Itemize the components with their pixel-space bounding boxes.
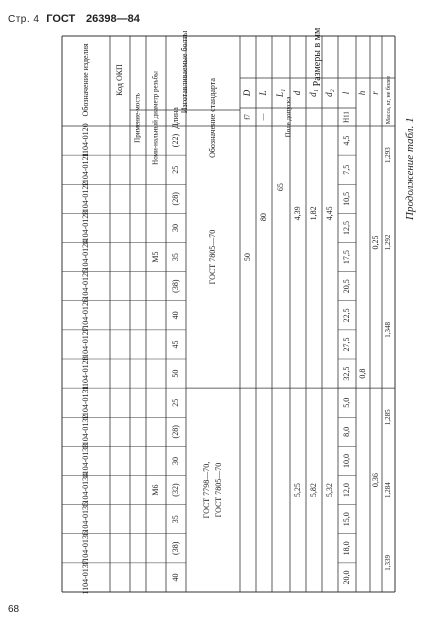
row-length: 35 [170, 253, 180, 262]
row-designation: 1104-0123 [80, 210, 90, 246]
row-length: 25 [170, 165, 180, 174]
row-designation: 1104-0127 [80, 327, 90, 362]
row-designation: 1104-0133 [80, 443, 90, 479]
row-l: 12,5 [341, 220, 351, 235]
header-d: d [292, 90, 303, 96]
header-bolts-group: Изготавливаемые болты [179, 30, 189, 114]
group2-standard-2: ГОСТ 7805—70 [213, 462, 223, 518]
header-dimensions-title: Размеры в мм [311, 27, 323, 87]
header-tolerance-field: Поле допуска [284, 96, 293, 138]
group1-mass: 1,292 [384, 234, 393, 251]
row-designation: 1104-0135 [80, 502, 90, 537]
group1-D: 50 [242, 253, 252, 262]
group1-mass: 1,293 [384, 147, 393, 163]
row-l: 15,0 [341, 512, 351, 527]
row-l: 10,0 [341, 453, 351, 468]
standard-number: 26398—84 [86, 13, 140, 25]
row-length: (28) [170, 425, 180, 439]
group2-mass: 1,284 [384, 482, 393, 498]
group2-mass: 1,339 [384, 555, 393, 571]
group1-standard: ГОСТ 7805—70 [207, 229, 217, 285]
row-length: (38) [170, 279, 180, 293]
row-l: 5,0 [341, 397, 351, 408]
row-l: 7,5 [341, 164, 351, 175]
row-l: 8,0 [341, 426, 351, 437]
header-thread-diameter: Номи-нальный диаметр резьбы [151, 71, 160, 165]
group2-d2: 5,32 [324, 483, 334, 498]
row-l: 12,0 [341, 483, 351, 498]
header-r: r [370, 91, 381, 95]
page-number: 68 [8, 604, 20, 615]
row-length: (38) [170, 541, 180, 555]
header-standard: Обозначение стандарта [207, 78, 217, 158]
header-d2: d₂ [324, 89, 335, 97]
header-designation: Обозначение изделия [80, 43, 90, 117]
row-l: 27,5 [341, 337, 351, 352]
group1-L: 80 [258, 213, 268, 222]
group1-d2: 4,45 [324, 206, 334, 221]
row-l: 17,5 [341, 250, 351, 265]
row-length: (32) [170, 483, 180, 497]
row-designation: 1104-0134 [80, 472, 90, 508]
page-label: Стр. 4 [8, 14, 40, 25]
header-L1: L₁ [275, 88, 286, 98]
row-length: 40 [170, 573, 180, 582]
header-mass: Масса, кг, не более [385, 75, 392, 125]
group1-d1: 1,82 [308, 206, 318, 221]
tolerance-L: — [259, 113, 268, 121]
header-okp: Код ОКП [114, 64, 124, 96]
header-L: L [258, 90, 269, 96]
row-length: 40 [170, 311, 180, 320]
row-length: 25 [170, 398, 180, 407]
row-length: 35 [170, 515, 180, 524]
row-designation: 1104-0122 [80, 181, 90, 216]
row-designation: 1104-0137 [80, 560, 90, 595]
row-l: 32,5 [341, 366, 351, 381]
group1-d: 4,39 [292, 206, 302, 221]
row-l: 22,5 [341, 308, 351, 323]
header-h: h [357, 90, 368, 96]
row-l: 4,5 [341, 135, 351, 146]
row-l: 20,5 [341, 279, 351, 294]
row-designation: 1104-0126 [80, 298, 90, 333]
row-designation: 1104-0132 [80, 414, 90, 449]
row-length: (22) [170, 133, 180, 148]
row-designation: 1104-0125 [80, 269, 90, 304]
row-length: (28) [170, 192, 180, 206]
header-d1: d₁ [308, 89, 319, 97]
group1-r: 0,25 [370, 235, 380, 250]
group2-mass: 1,285 [384, 409, 393, 426]
group2-d1: 5,82 [308, 483, 318, 498]
row-l: 18,0 [341, 541, 351, 556]
row-l: 10,5 [341, 191, 351, 206]
tolerance-D: f7 [243, 114, 252, 120]
header-length: Длина [170, 107, 180, 129]
standard-label: ГОСТ [46, 13, 76, 25]
group1-thread: М5 [150, 251, 160, 263]
row-l: 20,0 [341, 570, 351, 585]
group2-thread: М6 [150, 484, 160, 496]
header-D: D [242, 89, 253, 97]
group2-r: 0,36 [370, 473, 380, 488]
tolerance-l: H11 [342, 111, 351, 123]
row-length: 30 [170, 223, 180, 232]
row-designation: 1104-0131 [80, 385, 90, 420]
continuation-caption: Продолжение табл. 1 [404, 117, 416, 220]
row-designation: 1104-0136 [80, 531, 90, 566]
row-length: 45 [170, 340, 180, 349]
row-designation: 1104-0124 [80, 239, 90, 275]
row-designation: 1104-0128 [80, 356, 90, 391]
header-applicability: Применяе-мость [133, 93, 142, 143]
group1-h: 0,8 [357, 368, 367, 379]
row-designation: 1104-0120 [80, 123, 90, 158]
group2-d: 5,25 [292, 483, 302, 498]
group2-standard-1: ГОСТ 7798—70, [201, 461, 211, 519]
header-l: l [341, 91, 352, 95]
row-length: 30 [170, 456, 180, 465]
group1-mass: 1,348 [384, 322, 393, 338]
group1-L1: 65 [275, 183, 285, 192]
row-length: 50 [170, 369, 180, 378]
row-designation: 1104-0121 [80, 152, 90, 187]
